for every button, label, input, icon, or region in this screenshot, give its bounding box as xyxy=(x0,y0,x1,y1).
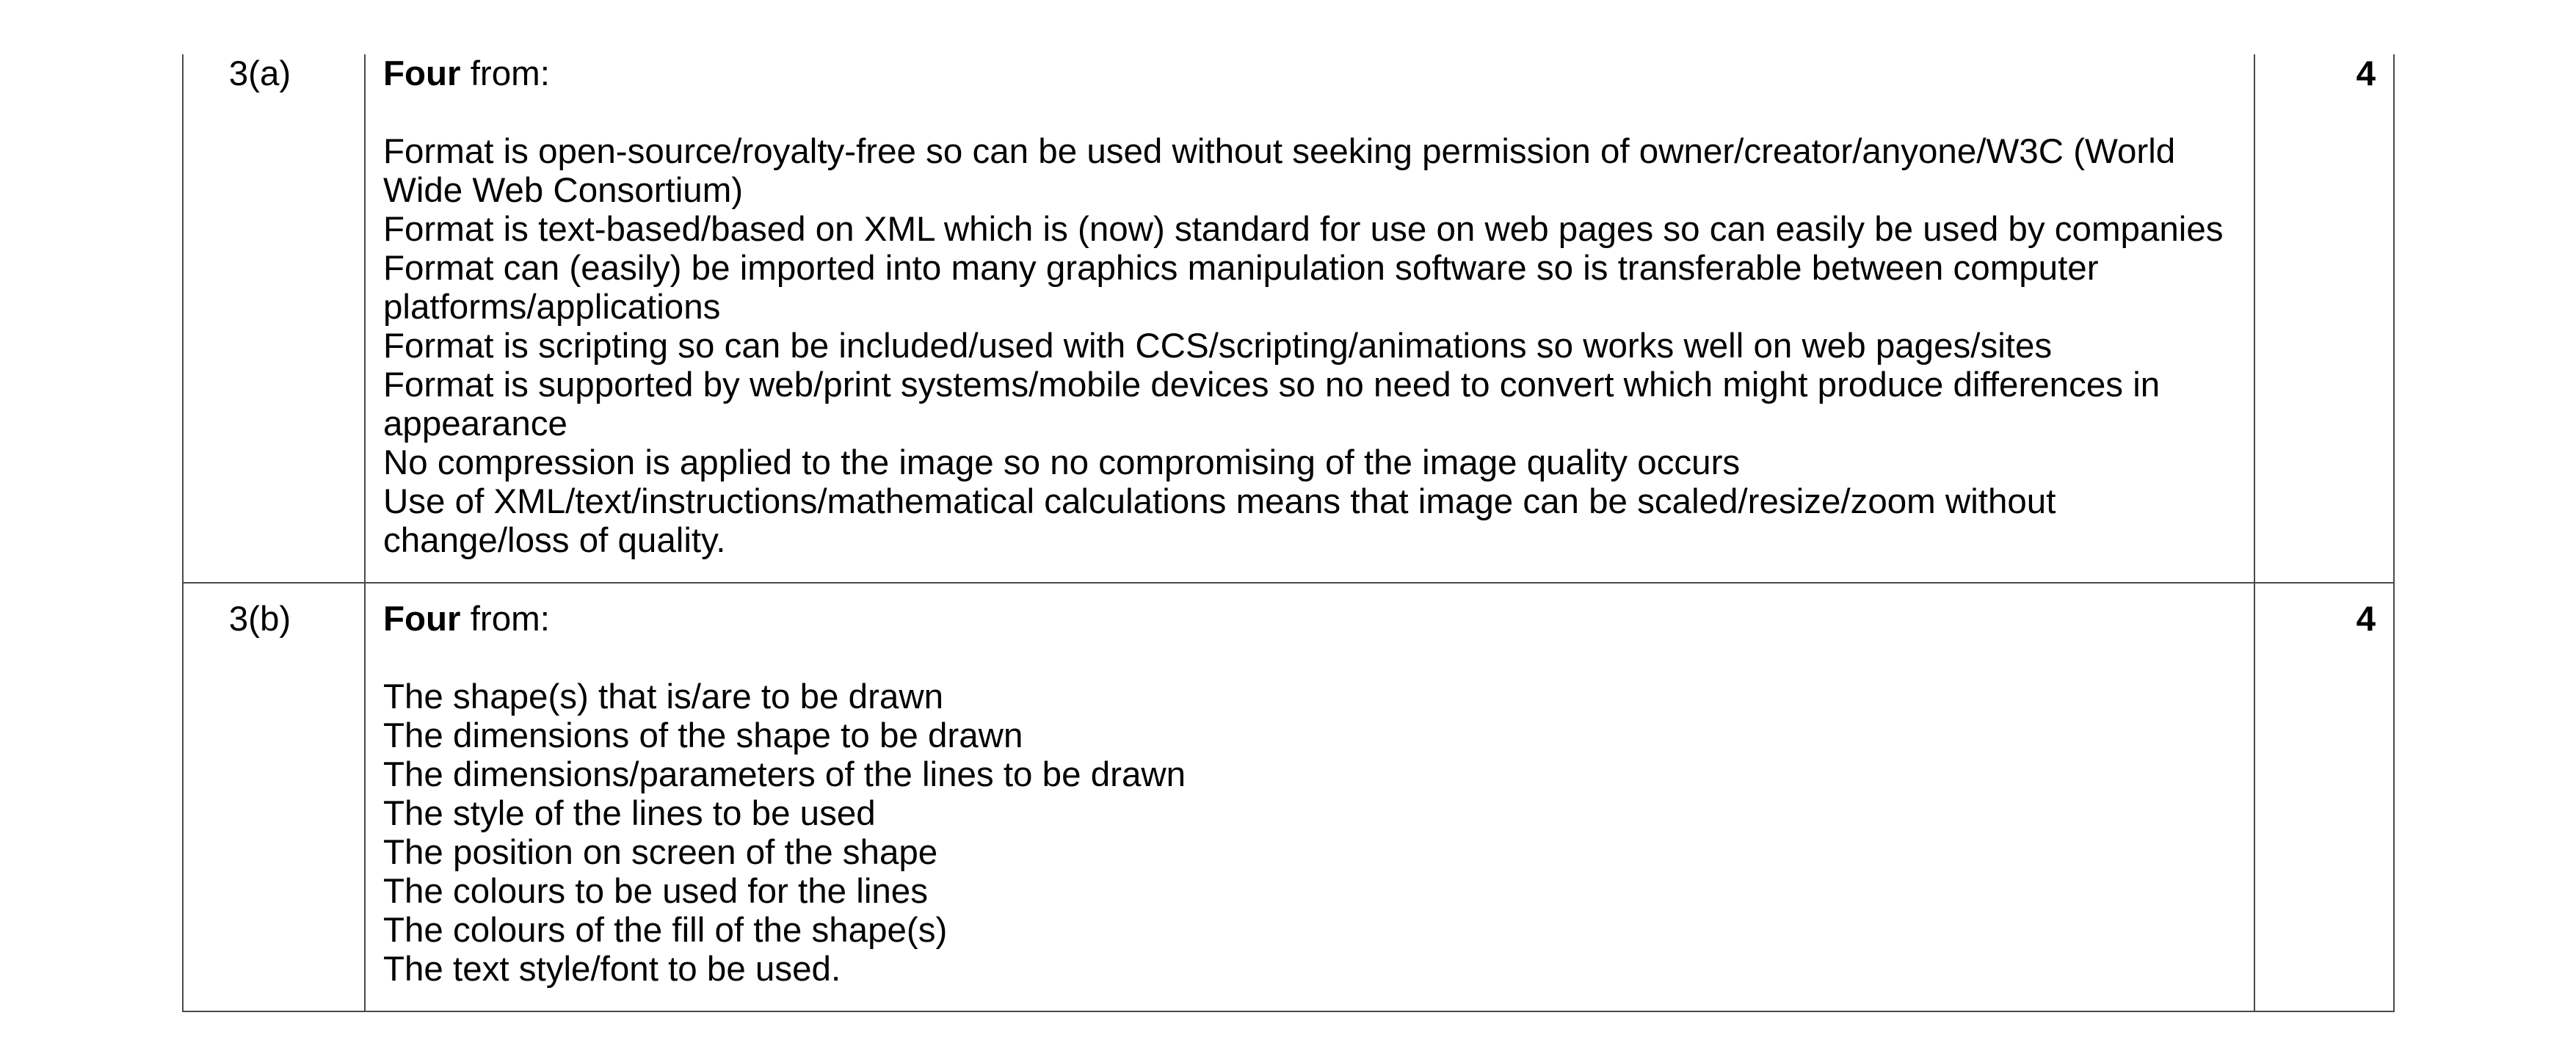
answer-point: The dimensions of the shape to be drawn xyxy=(383,716,1023,755)
marks-cell xyxy=(2254,583,2394,1011)
answer-intro-bold: Four xyxy=(383,54,461,93)
answer-point: The position on screen of the shape xyxy=(383,833,938,872)
answer-point: The colours of the fill of the shape(s) xyxy=(383,911,948,950)
marks-cell xyxy=(2254,54,2394,583)
answer-intro-rest: from: xyxy=(460,600,550,639)
answer-intro xyxy=(383,54,2238,93)
question-number-cell xyxy=(183,54,365,583)
answer-intro-rest: from: xyxy=(460,54,550,93)
answer-cell xyxy=(365,54,2254,583)
answer-point: The text style/font to be used. xyxy=(383,950,841,989)
table-row xyxy=(183,583,2394,1011)
table-row xyxy=(183,54,2394,583)
marks-value: 4 xyxy=(2356,54,2376,93)
marks-value: 4 xyxy=(2356,600,2376,639)
answer-point: The dimensions/parameters of the lines to be drawn xyxy=(383,755,1186,794)
question-number-cell xyxy=(183,583,365,1011)
answer-point: Format is supported by web/print systems/mobile devices so no need to convert which might produce differences in appearance xyxy=(383,366,2160,443)
question-number: 3(b) xyxy=(228,600,291,639)
answer-point: Format can (easily) be imported into many graphics manipulation software so is transferable between computer platforms/applications xyxy=(383,249,2099,327)
answer-point: The style of the lines to be used xyxy=(383,794,876,833)
answer-cell xyxy=(365,583,2254,1011)
answer-intro-bold: Four xyxy=(383,600,461,639)
answer-point: Format is scripting so can be included/used with CCS/scripting/animations so works well on web pages/sites xyxy=(383,327,2053,366)
answer-points xyxy=(383,677,2238,989)
answer-points xyxy=(383,132,2238,560)
question-number: 3(a) xyxy=(228,54,291,93)
answer-point: The colours to be used for the lines xyxy=(383,872,928,911)
answer-point: Use of XML/text/instructions/mathematical calculations means that image can be scaled/resize/zoom without change/loss of quality. xyxy=(383,482,2056,560)
mark-scheme-table xyxy=(182,54,2395,1012)
answer-point: No compression is applied to the image so no compromising of the image quality occurs xyxy=(383,443,1741,482)
answer-intro xyxy=(383,600,2238,639)
answer-point: The shape(s) that is/are to be drawn xyxy=(383,677,944,716)
answer-point: Format is open-source/royalty-free so can be used without seeking permission of owner/creator/anyone/W3C (World Wide Web Consortium) xyxy=(383,132,2176,210)
answer-point: Format is text-based/based on XML which is (now) standard for use on web pages so can easily be used by companies xyxy=(383,210,2224,249)
